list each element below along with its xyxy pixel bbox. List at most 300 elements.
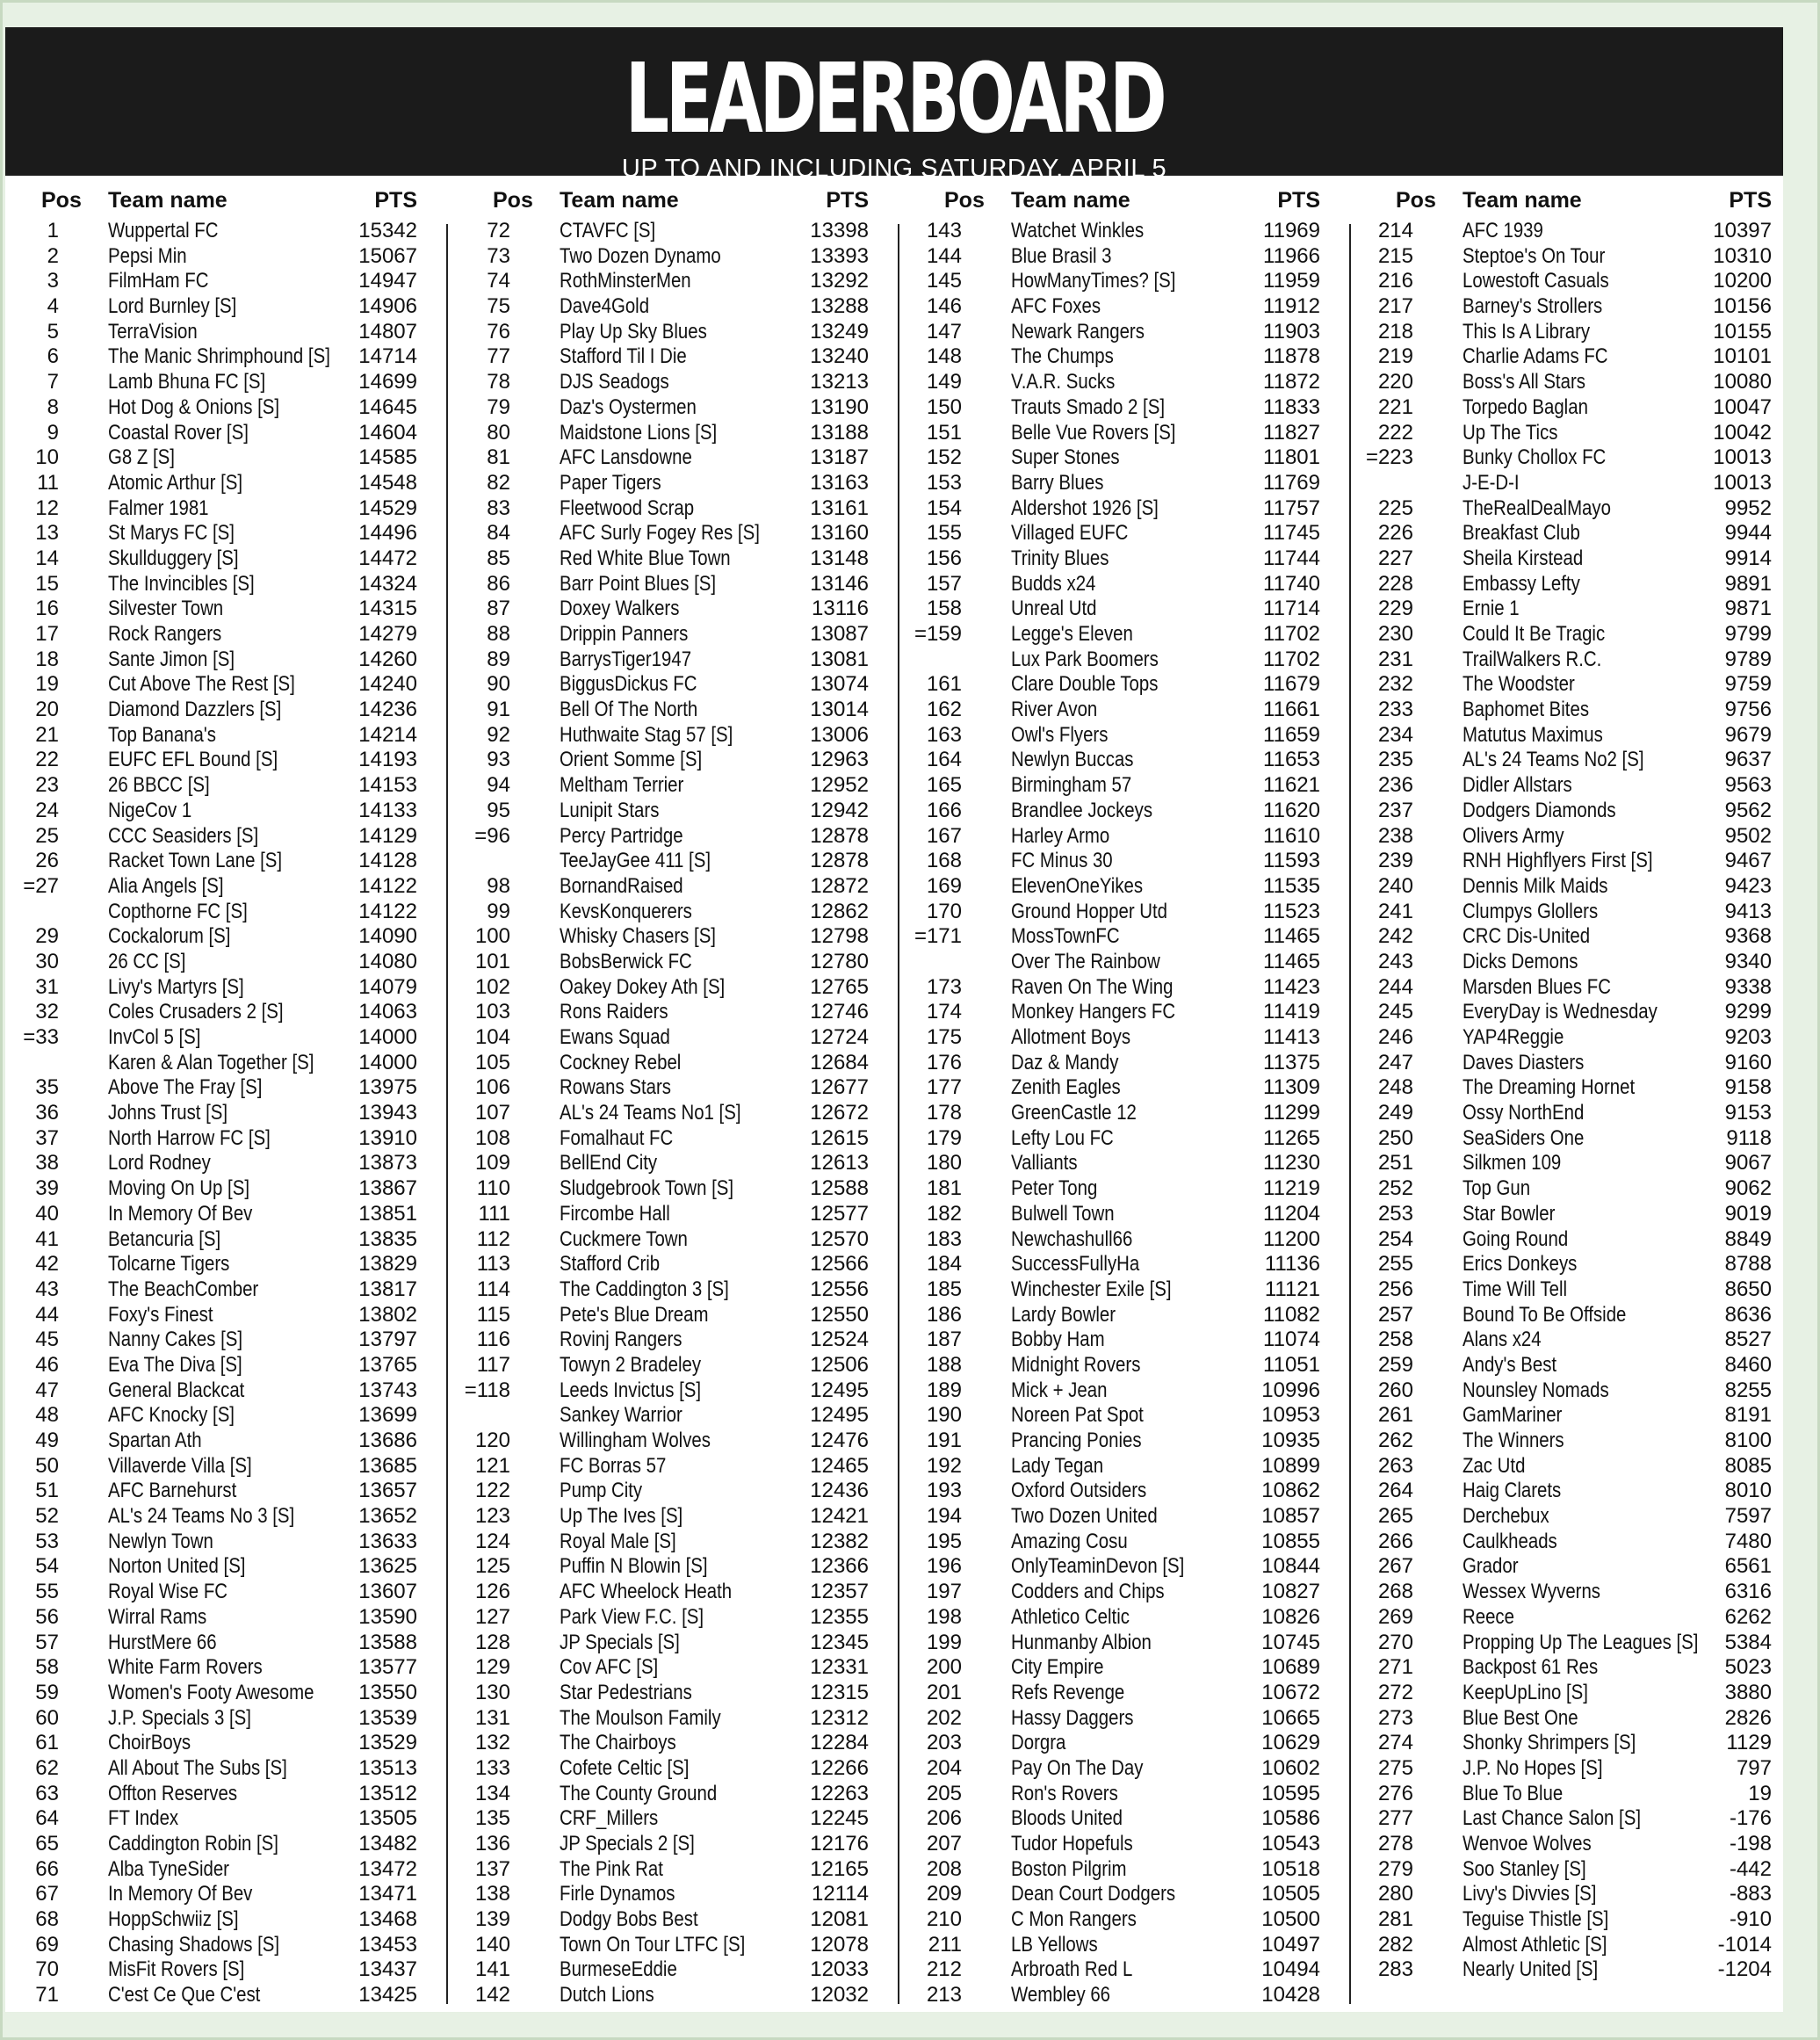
position: 233 (1377, 698, 1413, 722)
team-name: Puffin N Blowin [S] (560, 1554, 708, 1579)
table-row (1362, 975, 1802, 1001)
team-name: Alba TyneSider (108, 1856, 229, 1881)
team-name: Fircombe Hall (560, 1201, 670, 1226)
points: 12032 (810, 1983, 869, 2007)
position: 1 (47, 219, 59, 242)
position: 122 (474, 1479, 510, 1503)
position: 271 (1377, 1655, 1413, 1680)
table-row (911, 1605, 1350, 1631)
table-row (459, 1429, 899, 1454)
points: 14063 (358, 1000, 417, 1024)
position: 146 (926, 294, 962, 319)
points: 11375 (1263, 1050, 1320, 1074)
team-name: Super Stones (1011, 445, 1120, 470)
position: 258 (1377, 1327, 1413, 1352)
team-name: Mick + Jean (1011, 1378, 1108, 1402)
position: =118 (464, 1378, 510, 1402)
table-row (911, 395, 1350, 421)
table-row (1362, 421, 1802, 446)
points: 11653 (1263, 748, 1320, 772)
team-name: Spartan Ath (108, 1429, 202, 1452)
team-name: Legge's Eleven (1011, 622, 1133, 646)
team-name: GamMariner (1462, 1403, 1563, 1428)
position: 37 (35, 1125, 59, 1150)
team-name: Nanny Cakes [S] (108, 1327, 243, 1352)
position: 211 (928, 1932, 962, 1957)
position: 32 (35, 1000, 59, 1024)
points: 9502 (1724, 823, 1772, 848)
team-name: Up The Tics (1462, 420, 1558, 445)
points: 13505 (358, 1806, 417, 1831)
team-name: Lady Tegan (1011, 1453, 1104, 1478)
points: 12284 (810, 1731, 869, 1755)
team-name: Betancuria [S] (108, 1226, 221, 1251)
points: 13482 (358, 1832, 417, 1856)
table-row (8, 1504, 447, 1530)
position: 125 (474, 1554, 510, 1579)
team-name: HowManyTimes? [S] (1011, 269, 1176, 293)
table-row (1362, 1075, 1802, 1101)
points: -883 (1729, 1882, 1772, 1906)
table-row (1362, 1706, 1802, 1732)
points: 11265 (1263, 1125, 1320, 1150)
team-name: Drippin Panners (560, 622, 689, 646)
team-name: J.P. Specials 3 [S] (108, 1705, 251, 1730)
table-row (1362, 900, 1802, 925)
team-name: Cockney Rebel (560, 1050, 682, 1074)
team-name: Daz's Oystermen (560, 394, 697, 419)
team-name: TheRealDealMayo (1462, 496, 1611, 520)
points: 11299 (1263, 1101, 1320, 1125)
points: 12476 (810, 1429, 869, 1452)
table-row (8, 421, 447, 446)
position: 69 (35, 1932, 59, 1957)
header-pts: PTS (1729, 188, 1772, 213)
position: 42 (35, 1252, 59, 1277)
position: 176 (926, 1050, 962, 1074)
team-name: Nounsley Nomads (1462, 1378, 1609, 1402)
team-name: Unreal Utd (1011, 597, 1097, 621)
position: 14 (35, 546, 59, 570)
position: 225 (1377, 496, 1413, 520)
position: 226 (1377, 521, 1413, 546)
points: 14122 (358, 873, 417, 898)
table-row (459, 900, 899, 925)
team-name: Royal Male [S] (560, 1529, 676, 1553)
table-row (1362, 1957, 1802, 1983)
points: 13625 (358, 1554, 417, 1579)
position: 59 (35, 1680, 59, 1704)
points: 10602 (1261, 1755, 1320, 1780)
team-name: Paper Tigers (560, 470, 661, 495)
position: 181 (926, 1176, 962, 1201)
position: 175 (926, 1025, 962, 1049)
table-row (8, 1605, 447, 1631)
team-name: Top Gun (1462, 1176, 1531, 1201)
table-row (1362, 1857, 1802, 1883)
position: 133 (474, 1755, 510, 1780)
table-row (459, 1504, 899, 1530)
table-row (8, 269, 447, 294)
points: 13188 (810, 420, 869, 445)
team-name: The Chairboys (560, 1731, 676, 1755)
table-row (8, 1277, 447, 1303)
points: 8255 (1724, 1378, 1772, 1402)
position: 74 (487, 269, 510, 293)
table-row (8, 546, 447, 572)
points: 10101 (1713, 344, 1772, 369)
team-name: Hot Dog & Onions [S] (108, 394, 280, 419)
points: 13471 (358, 1882, 417, 1906)
team-name: Boss's All Stars (1462, 370, 1585, 394)
position: 11 (37, 470, 59, 495)
position: =33 (23, 1025, 59, 1049)
leaderboard-column (8, 181, 447, 2005)
points: 11621 (1263, 773, 1320, 798)
team-name: EveryDay is Wednesday (1462, 1000, 1658, 1024)
team-name: Lefty Lou FC (1011, 1125, 1114, 1150)
points: -198 (1729, 1832, 1772, 1856)
table-row (8, 521, 447, 546)
team-name: Blue To Blue (1462, 1781, 1564, 1805)
points: 12114 (812, 1882, 869, 1906)
table-row (1362, 1580, 1802, 1605)
position: 279 (1377, 1856, 1413, 1881)
table-row (459, 1025, 899, 1051)
column-header (8, 184, 447, 216)
team-name: Offton Reserves (108, 1781, 238, 1805)
position: 94 (487, 773, 510, 798)
points: 13398 (810, 219, 869, 242)
team-name: Peter Tong (1011, 1176, 1098, 1201)
table-row (1362, 824, 1802, 850)
points: 12878 (810, 849, 869, 873)
team-name: Pete's Blue Dream (560, 1302, 709, 1327)
position: 89 (487, 647, 510, 671)
position: 3 (47, 269, 59, 293)
team-name: Soo Stanley [S] (1462, 1856, 1586, 1881)
points: 12862 (810, 899, 869, 923)
team-name: Nearly United [S] (1462, 1957, 1599, 1982)
points: 12176 (810, 1832, 869, 1856)
points: 13607 (358, 1580, 417, 1604)
column-header (911, 184, 1350, 216)
points: 12165 (810, 1856, 869, 1881)
team-name: Lux Park Boomers (1011, 647, 1159, 671)
team-name: Moving On Up [S] (108, 1176, 250, 1201)
page-title: LEADERBOARD (625, 42, 1164, 155)
table-row (1362, 1327, 1802, 1353)
points: 13851 (358, 1201, 417, 1226)
table-row (911, 1176, 1350, 1202)
points: 14080 (358, 949, 417, 973)
position: 262 (1377, 1429, 1413, 1452)
team-name: Lord Rodney (108, 1151, 211, 1176)
team-name: AFC Lansdowne (560, 445, 692, 470)
position: 36 (35, 1101, 59, 1125)
points: 10518 (1261, 1856, 1320, 1881)
team-name: Oakey Dokey Ath [S] (560, 974, 726, 999)
points: 11679 (1263, 672, 1320, 697)
table-row (8, 395, 447, 421)
position: 135 (474, 1806, 510, 1831)
position: 275 (1377, 1755, 1413, 1780)
position: 61 (35, 1731, 59, 1755)
table-row (1362, 672, 1802, 698)
points: 11082 (1263, 1302, 1320, 1327)
position: 210 (926, 1907, 962, 1932)
points: 14133 (358, 798, 417, 822)
points: 13425 (358, 1983, 417, 2007)
table-row (459, 370, 899, 395)
position: 177 (926, 1075, 962, 1100)
points: 10855 (1261, 1529, 1320, 1553)
points: 10844 (1261, 1554, 1320, 1579)
table-row (459, 1151, 899, 1176)
header-team-name: Team name (108, 188, 228, 213)
table-row (1362, 1655, 1802, 1681)
points: 12566 (810, 1252, 869, 1277)
position: 84 (487, 521, 510, 546)
position: 283 (1377, 1957, 1413, 1982)
table-row (8, 1479, 447, 1504)
position: 282 (1377, 1932, 1413, 1957)
table-row (8, 445, 447, 471)
team-name: Daves Diasters (1462, 1050, 1585, 1074)
table-row (459, 1832, 899, 1857)
points: 9562 (1724, 798, 1772, 822)
table-row (911, 445, 1350, 471)
team-name: Grador (1462, 1554, 1519, 1579)
position: 143 (926, 219, 962, 242)
table-row (1362, 1454, 1802, 1479)
team-name: Noreen Pat Spot (1011, 1403, 1144, 1428)
team-name: The Caddington 3 [S] (560, 1277, 729, 1301)
points: -1014 (1717, 1932, 1772, 1957)
table-row (459, 1554, 899, 1580)
position: 252 (1377, 1176, 1413, 1201)
points: 12312 (810, 1705, 869, 1730)
position: 149 (926, 370, 962, 394)
points: 14129 (358, 823, 417, 848)
position: 55 (35, 1580, 59, 1604)
table-row (911, 849, 1350, 874)
table-row (1362, 344, 1802, 370)
points: 13699 (358, 1403, 417, 1428)
table-row (459, 1655, 899, 1681)
table-row (8, 597, 447, 622)
team-name: Winchester Exile [S] (1011, 1277, 1172, 1301)
team-name: The Dreaming Hornet (1462, 1075, 1636, 1100)
table-row (1362, 395, 1802, 421)
team-name: Pump City (560, 1479, 643, 1503)
position: 23 (35, 773, 59, 798)
table-row (459, 799, 899, 824)
team-name: CRF_Millers (560, 1806, 659, 1831)
position: 115 (476, 1302, 510, 1327)
table-row (8, 1681, 447, 1706)
points: 9118 (1726, 1125, 1772, 1150)
points: 14807 (358, 319, 417, 344)
team-name: CTAVFC [S] (560, 219, 656, 242)
points: 12765 (810, 974, 869, 999)
position: 235 (1377, 748, 1413, 772)
points: 11903 (1263, 319, 1320, 344)
team-name: Women's Footy Awesome (108, 1680, 314, 1704)
position: 12 (35, 496, 59, 520)
points: 11801 (1263, 445, 1320, 470)
position: 117 (476, 1352, 510, 1377)
team-name: Breakfast Club (1462, 521, 1580, 546)
points: 13513 (358, 1755, 417, 1780)
points: 797 (1736, 1755, 1772, 1780)
position: 56 (35, 1604, 59, 1629)
team-name: Copthorne FC [S] (108, 899, 248, 923)
team-name: Wuppertal FC (108, 219, 219, 242)
table-row (1362, 1202, 1802, 1227)
position: 18 (35, 647, 59, 671)
points: 9299 (1724, 1000, 1772, 1024)
points: 14604 (358, 420, 417, 445)
team-name: BarrysTiger1947 (560, 647, 692, 671)
points: 11465 (1263, 949, 1320, 973)
table-row (459, 244, 899, 270)
team-name: Embassy Lefty (1462, 571, 1580, 596)
position: 196 (926, 1554, 962, 1579)
table-row (8, 1403, 447, 1429)
team-name: Sankey Warrior (560, 1403, 682, 1428)
points: 14122 (358, 899, 417, 923)
table-row (911, 1631, 1350, 1656)
points: 12724 (810, 1025, 869, 1049)
points: 12357 (810, 1580, 869, 1604)
team-name: Propping Up The Leagues [S] (1462, 1630, 1699, 1654)
points: 14714 (358, 344, 417, 369)
team-name: C Mon Rangers (1011, 1907, 1137, 1932)
position: 232 (1377, 672, 1413, 697)
position: 245 (1377, 1000, 1413, 1024)
position: 10 (35, 445, 59, 470)
points: 8650 (1724, 1277, 1772, 1301)
position: 152 (926, 445, 962, 470)
leaderboard-column (911, 181, 1350, 2005)
position: 170 (926, 899, 962, 923)
points: 9067 (1724, 1151, 1772, 1176)
position: 194 (926, 1504, 962, 1529)
team-name: The Chumps (1011, 344, 1114, 369)
table-row (8, 219, 447, 244)
team-name: Zenith Eagles (1011, 1075, 1121, 1100)
points: 13240 (810, 344, 869, 369)
position: 193 (926, 1479, 962, 1503)
points: 14260 (358, 647, 417, 671)
team-name: Aldershot 1926 [S] (1011, 496, 1159, 520)
points: 14906 (358, 294, 417, 319)
position: 102 (474, 974, 510, 999)
table-row (1362, 698, 1802, 723)
team-name: Karen & Alan Together [S] (108, 1050, 314, 1074)
position: 95 (487, 798, 510, 822)
team-name: Stafford Til I Die (560, 344, 687, 369)
table-row (8, 849, 447, 874)
table-row (911, 748, 1350, 773)
table-row (1362, 1479, 1802, 1504)
team-name: North Harrow FC [S] (108, 1125, 271, 1150)
table-row (459, 1403, 899, 1429)
points: 11745 (1263, 521, 1320, 546)
team-name: Star Bowler (1462, 1201, 1556, 1226)
table-row (911, 1857, 1350, 1883)
team-name: White Farm Rovers (108, 1655, 263, 1680)
column-divider (898, 224, 899, 2004)
points: 9467 (1724, 849, 1772, 873)
table-row (911, 1151, 1350, 1176)
table-row (459, 219, 899, 244)
table-row (1362, 723, 1802, 749)
position: 53 (35, 1529, 59, 1553)
team-name: Barr Point Blues [S] (560, 571, 717, 596)
table-row (911, 1882, 1350, 1907)
table-row (459, 950, 899, 975)
position: 145 (926, 269, 962, 293)
table-row (1362, 1252, 1802, 1277)
position: 249 (1377, 1101, 1413, 1125)
table-row (1362, 748, 1802, 773)
team-name: Coles Crusaders 2 [S] (108, 1000, 284, 1024)
points: 9203 (1724, 1025, 1772, 1049)
position: 234 (1377, 722, 1413, 747)
team-name: J-E-D-I (1462, 470, 1520, 495)
team-name: Pepsi Min (108, 243, 187, 268)
table-row (459, 1075, 899, 1101)
team-name: Prancing Ponies (1011, 1429, 1142, 1452)
table-row (911, 1957, 1350, 1983)
points: 9799 (1724, 622, 1772, 646)
column-header (1362, 184, 1802, 216)
position: 86 (487, 571, 510, 596)
points: 8527 (1724, 1327, 1772, 1352)
position: 49 (35, 1429, 59, 1452)
points: 5384 (1724, 1630, 1772, 1654)
points: 8100 (1724, 1429, 1772, 1452)
header-pts: PTS (374, 188, 417, 213)
position: 161 (926, 672, 962, 697)
team-name: Reece (1462, 1604, 1514, 1629)
header-team-name: Team name (1011, 188, 1130, 213)
table-row (8, 1580, 447, 1605)
position: 64 (35, 1806, 59, 1831)
table-row (1362, 1756, 1802, 1782)
position: 24 (35, 798, 59, 822)
table-row (8, 1101, 447, 1126)
position: 255 (1377, 1252, 1413, 1277)
points: 10953 (1261, 1403, 1320, 1428)
position: 123 (474, 1504, 510, 1529)
table-row (459, 521, 899, 546)
table-row (459, 874, 899, 900)
header-pos: Pos (493, 188, 533, 213)
points: 8010 (1724, 1479, 1772, 1503)
team-name: Whisky Chasers [S] (560, 924, 716, 949)
points: 12331 (810, 1655, 869, 1680)
table-row (8, 496, 447, 522)
table-row (8, 1025, 447, 1051)
table-row (459, 1731, 899, 1756)
position: 6 (47, 344, 59, 369)
position: 134 (474, 1781, 510, 1805)
position: 128 (474, 1630, 510, 1654)
points: 13873 (358, 1151, 417, 1176)
